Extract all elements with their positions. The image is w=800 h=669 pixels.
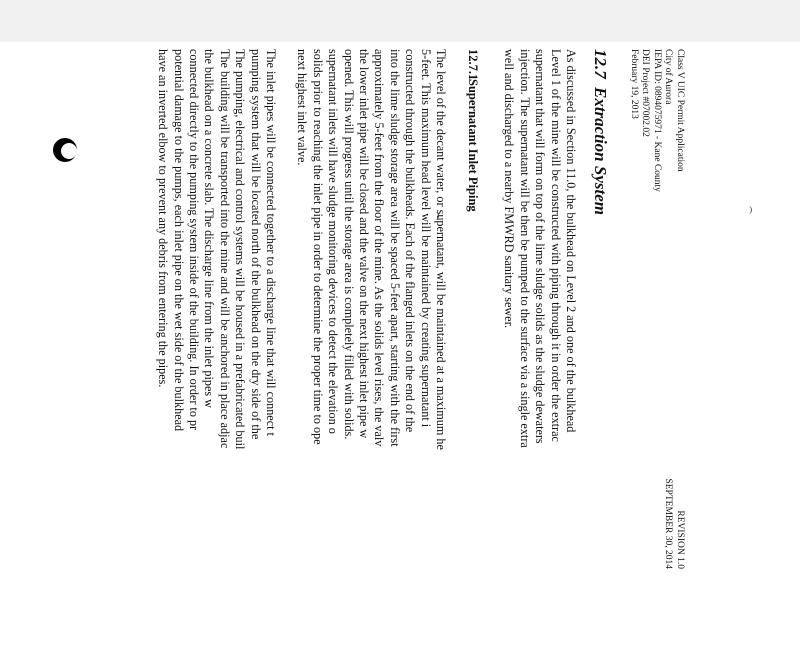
- subsection-title: Supernatant Inlet Piping: [466, 79, 480, 212]
- binder-hole-mark: [53, 138, 77, 162]
- header-line: February 19, 2013: [629, 49, 639, 119]
- section-title: [590, 49, 610, 215]
- paragraph-1: [501, 49, 578, 669]
- text-line: The pumping, electrical and control systems will be housed in a prefabricated buil: [233, 49, 248, 450]
- text-line: supernatant inlets will have sludge monitoring devices to detect the elevation o: [326, 49, 341, 434]
- text-line: opened. This will progress until the storage area is completely filled with solids.: [341, 49, 356, 440]
- header-line: City of Aurora: [663, 49, 674, 105]
- text-line: The building will be transported into the mine and will be anchored in place adjac: [217, 49, 232, 449]
- text-line: well and discharged to a nearby FMWRD sanitary sewer.: [502, 49, 517, 328]
- scan-edge: [0, 0, 800, 42]
- subsection-number: 12.7.1: [466, 49, 480, 81]
- section-title-text: Extraction System: [591, 87, 610, 215]
- header-line: IEPA ID: 0894075971 - Kane County: [652, 49, 662, 192]
- text-line: solids prior to reaching the inlet pipe in order to determine the proper time to ope: [310, 49, 325, 445]
- revision-date: SEPTEMBER 30, 2014: [663, 478, 674, 569]
- rotated-page: [90, 39, 710, 579]
- page-header: [628, 49, 686, 569]
- revision-label: REVISION 1.0: [675, 510, 685, 569]
- text-line: the bulkhead on a concrete slab. The discharge line from the inlet pipes w: [202, 49, 217, 408]
- header-right: [662, 478, 685, 569]
- scan-speck: [745, 206, 752, 214]
- text-line: potential damage to the pumps, each inlet pipe on the wet side of the bulkhead: [171, 49, 186, 432]
- text-line: injection. The supernatant will be then be pumped to the surface via a single extra: [517, 49, 532, 448]
- text-line: Level 1 of the mine will be constructed with piping through it in order the extrac: [548, 49, 563, 442]
- text-line: approximately 5-feet from the floor of the mine. As the solids level rises, the valv: [372, 49, 387, 447]
- text-line: The inlet pipes will be connected together to a discharge line that will connect t: [264, 49, 278, 436]
- text-line: have an inverted elbow to prevent any debris from entering the pipes.: [156, 49, 171, 388]
- text-line: pumping system that will be located north of the bulkhead on the dry side of the: [248, 49, 263, 440]
- text-line: 5-feet. This maximum head level will be maintained by creating supernatant i: [418, 49, 433, 428]
- section-number: 12.7: [591, 49, 610, 79]
- text-line: constructed through the bulkheads. Each of the flanged inlets on the end of the: [403, 49, 418, 433]
- text-line: supernatant that will form on top of the lime sludge solids as the sludge dewaters: [533, 49, 548, 444]
- text-line: the lower inlet pipe will be closed and the valve on the next highest inlet pipe w: [356, 49, 371, 439]
- text-line: into the lime sludge storage area will be spaced 5-feet apart, starting with the first: [387, 49, 402, 447]
- text-line: connected directly to the pumping system inside of the building. In order to pr: [186, 49, 201, 431]
- text-line: As discussed in Section 11.0, the bulkhead on Level 2 and one of the bulkhead: [564, 49, 578, 433]
- header-line: DEI Project #07002.02: [640, 49, 651, 137]
- subsection-heading: [465, 49, 480, 212]
- text-line: The level of the decant water, or supernatant, will be maintained at a maximum he: [434, 49, 448, 450]
- paragraph-2: [294, 49, 448, 669]
- header-line: Class V UIC Permit Application: [675, 49, 685, 172]
- paragraph-3: [155, 49, 278, 669]
- text-line: next highest inlet valve.: [295, 49, 310, 166]
